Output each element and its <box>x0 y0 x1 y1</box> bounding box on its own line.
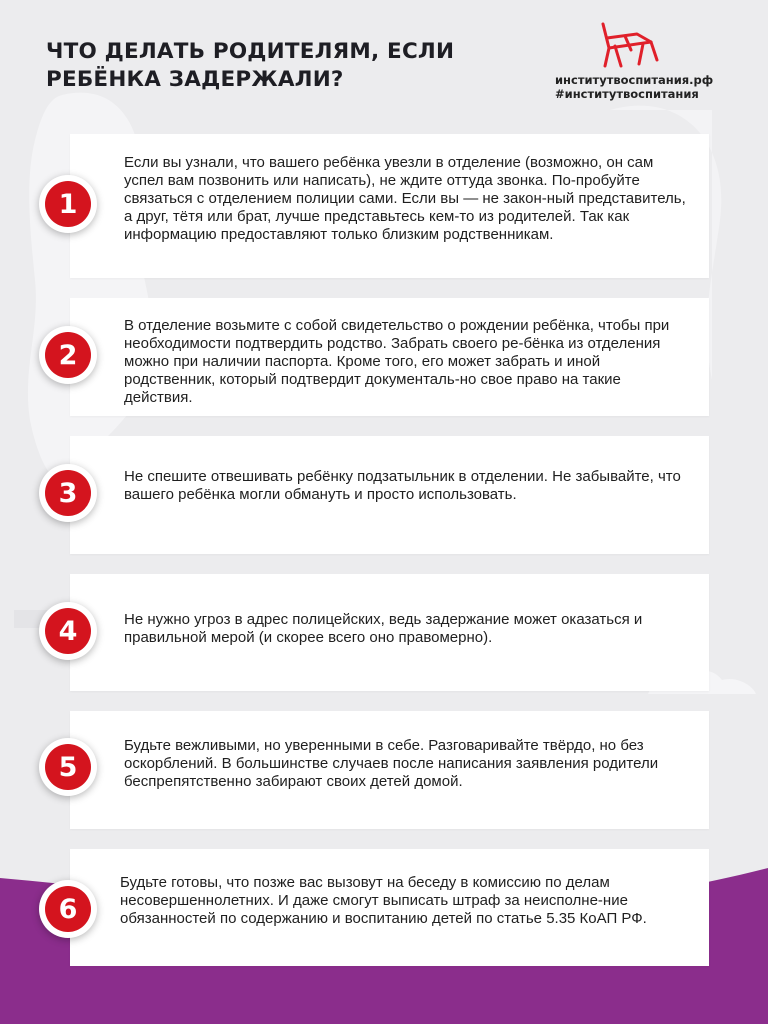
step-number-2: 2 <box>45 332 91 378</box>
red-chair-logo-icon <box>595 20 663 70</box>
brand-hashtag: #институтвоспитания <box>555 87 699 101</box>
step-card-3 <box>70 436 709 554</box>
step-number-1: 1 <box>45 181 91 227</box>
step-card-6 <box>70 849 709 966</box>
step-badge-6 <box>39 880 97 938</box>
step-badge-2 <box>39 326 97 384</box>
brand-site[interactable]: институтвоспитания.рф <box>555 73 714 87</box>
step-text-4: Не нужно угроз в адрес полицейских, ведь задержание может оказаться и правильной мерой (и скорее всего оно правомерно). <box>124 611 643 646</box>
step-badge-1 <box>39 175 97 233</box>
step-card-1 <box>70 134 709 278</box>
step-badge-3 <box>39 464 97 522</box>
step-card-4 <box>70 574 709 691</box>
step-text-5: Будьте вежливыми, но уверенными в себе. Разговаривайте твёрдо, но без оскорблений. В большинстве случаев после написания заявления родители беспрепятственно забирают своих детей домой. <box>124 737 659 790</box>
step-badge-4 <box>39 602 97 660</box>
step-number-3: 3 <box>45 470 91 516</box>
step-number-4: 4 <box>45 608 91 654</box>
step-badge-5 <box>39 738 97 796</box>
page-title: ЧТО ДЕЛАТЬ РОДИТЕЛЯМ, ЕСЛИ РЕБЁНКА ЗАДЕРЖАЛИ? <box>46 39 455 92</box>
step-number-5: 5 <box>45 744 91 790</box>
step-text-1: Если вы узнали, что вашего ребёнка увезли в отделение (возможно, он сам успел вам позвонить или написать), не ждите оттуда звонка. По-пробуйте связаться с отделением полиции сами. Если вы — не закон-ный представитель, а друг, тётя или брат, лучше представьтесь кем-то из родителей. Так как информацию предоставляют только близким родственникам. <box>124 154 686 243</box>
step-card-2 <box>70 298 709 416</box>
step-number-6: 6 <box>45 886 91 932</box>
step-text-2: В отделение возьмите с собой свидетельство о рождении ребёнка, чтобы при необходимости подтвердить родство. Забрать своего ре-бёнка из отделения можно при наличии паспорта. Кроме того, его может забрать и иной родственник, который подтвердит документаль-но свое право на такие действия. <box>124 317 670 406</box>
step-text-3: Не спешите отвешивать ребёнку подзатыльник в отделении. Не забывайте, что вашего ребёнка могли обмануть и просто использовать. <box>124 468 681 503</box>
step-card-5 <box>70 711 709 829</box>
step-text-6: Будьте готовы, что позже вас вызовут на беседу в комиссию по делам несовершеннолетних. И даже смогут выписать штраф за неисполне-ние обязанностей по содержанию и воспитанию детей по статье 5.35 КоАП РФ. <box>120 874 647 927</box>
